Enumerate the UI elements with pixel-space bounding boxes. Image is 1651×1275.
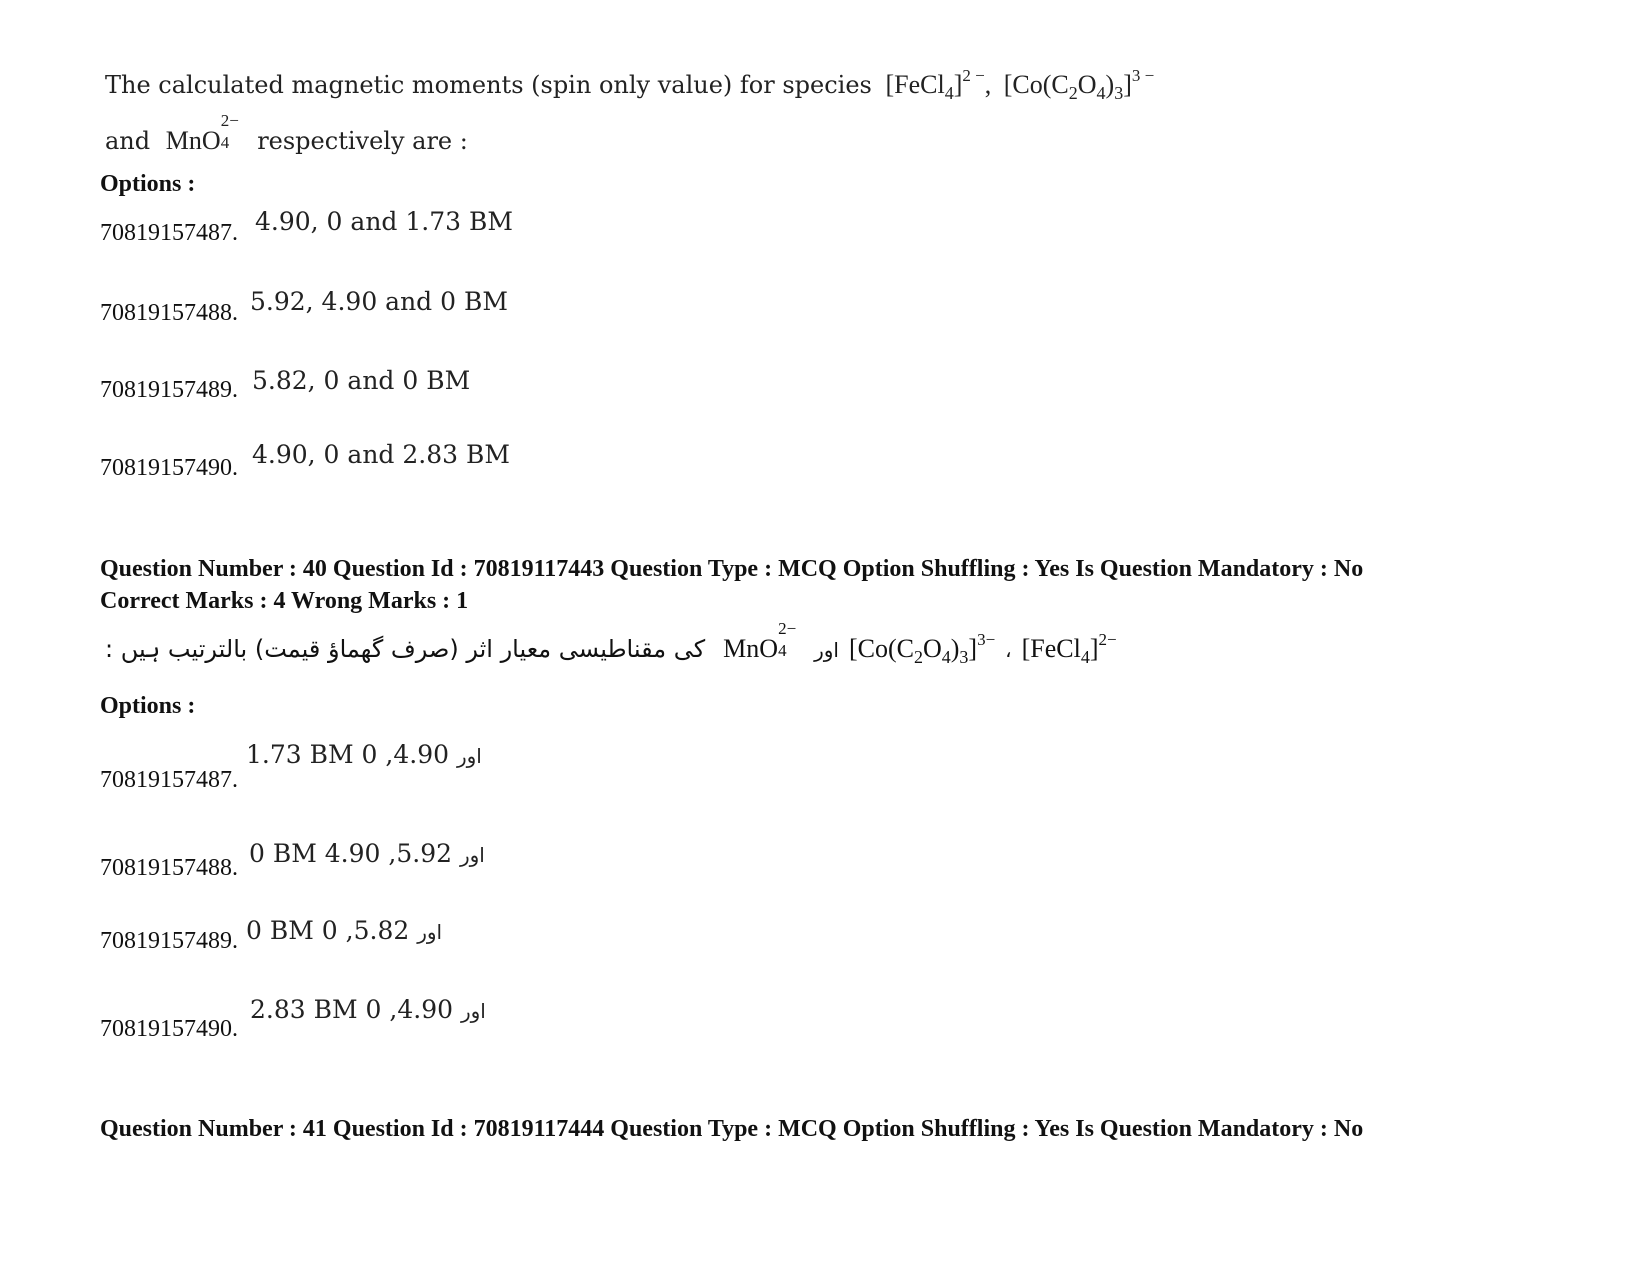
option-id: 70819157488. bbox=[100, 855, 238, 881]
and-word: and bbox=[105, 127, 151, 155]
urdu-and: اور bbox=[814, 638, 839, 662]
species-fecl4: [FeCl$_4$]$^{2-}$ bbox=[1021, 630, 1117, 667]
species-mno4: MnO 2− 4 bbox=[165, 111, 239, 155]
options-label: Options : bbox=[100, 693, 196, 719]
question-39-text-line1 bbox=[105, 66, 1155, 103]
species-fecl4: [FeCl$_4$]$^{2 -}$, bbox=[885, 66, 992, 103]
option-id: 70819157488. bbox=[100, 300, 238, 326]
question-40-urdu-text bbox=[105, 619, 1117, 667]
urdu-question-text: کی مقناطیسی معیار اثر (صرف گھماؤ قیمت) بالترتیب ہیں : bbox=[105, 635, 706, 663]
question-40-marks: Correct Marks : 4 Wrong Marks : 1 bbox=[100, 588, 469, 614]
option-id: 70819157489. bbox=[100, 377, 238, 403]
option-id: 70819157489. bbox=[100, 928, 238, 954]
species-co-oxalate: $[Co(C_2O_4)_3]^{3-}$ bbox=[848, 630, 996, 667]
option-id: 70819157487. bbox=[100, 220, 238, 246]
species-mno4: MnO 2− 4 bbox=[723, 619, 797, 663]
option-value: 0 BM اور 5.82, 0 bbox=[246, 916, 443, 945]
option-id: 70819157490. bbox=[100, 1016, 238, 1042]
option-value: 4.90, 0 and 2.83 BM bbox=[252, 440, 510, 469]
question-40-header: Question Number : 40 Question Id : 70819117443 Question Type : MCQ Option Shuffling : Yes Is Question Mandatory : No bbox=[100, 556, 1364, 582]
options-label: Options : bbox=[100, 171, 196, 197]
species-co-oxalate: $[Co(C_2O_4)_3]^{3 -}$ bbox=[1003, 66, 1155, 103]
respectively-text: respectively are : bbox=[257, 127, 468, 155]
option-id: 70819157490. bbox=[100, 455, 238, 481]
option-value: 0 BM اور 5.92, 4.90 bbox=[249, 839, 485, 868]
option-value: 2.83 BM اور 4.90, 0 bbox=[250, 995, 486, 1024]
option-value: 4.90, 0 and 1.73 BM bbox=[255, 207, 513, 236]
question-41-header: Question Number : 41 Question Id : 70819117444 Question Type : MCQ Option Shuffling : Yes Is Question Mandatory : No bbox=[100, 1116, 1364, 1142]
question-39-text: The calculated magnetic moments (spin only value) for species bbox=[105, 71, 872, 99]
urdu-comma: ، bbox=[1005, 638, 1012, 662]
option-value: 5.92, 4.90 and 0 BM bbox=[250, 287, 508, 316]
question-39-text-line2 bbox=[105, 111, 468, 156]
option-value: 1.73 BM اور 4.90, 0 bbox=[246, 740, 482, 769]
option-value: 5.82, 0 and 0 BM bbox=[252, 366, 471, 395]
option-id: 70819157487. bbox=[100, 767, 238, 793]
